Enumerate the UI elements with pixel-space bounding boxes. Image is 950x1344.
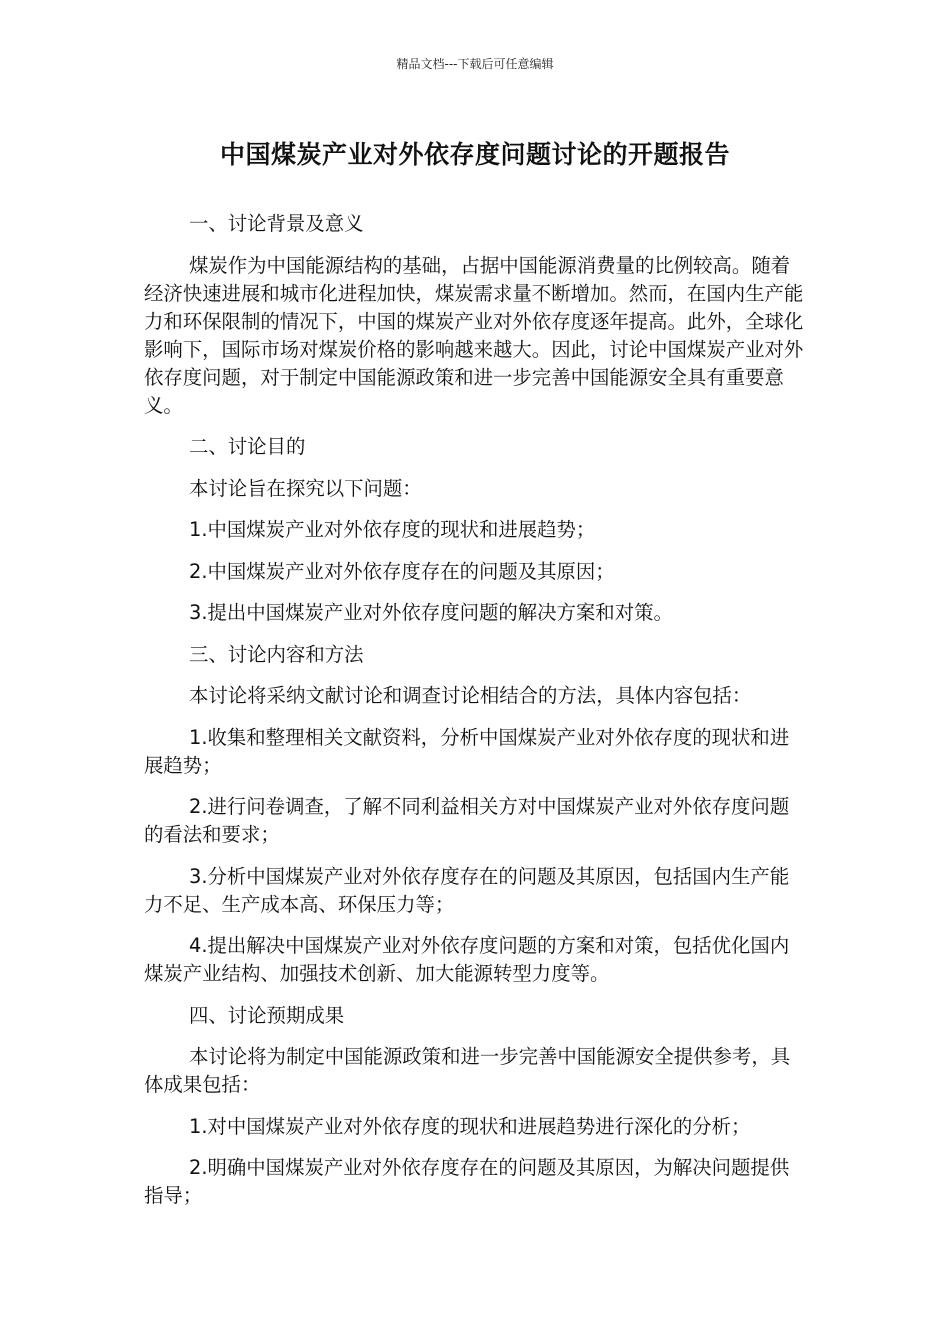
list-item: 1.中国煤炭产业对外依存度的现状和进展趋势； — [189, 518, 596, 541]
list-item: 1.收集和整理相关文献资料，分析中国煤炭产业对外依存度的现状和进展趋势； — [144, 725, 790, 777]
section-heading: 四、讨论预期成果 — [189, 1003, 345, 1027]
list-item: 4.提出解决中国煤炭产业对外依存度问题的方案和对策，包括优化国内煤炭产业结构、加强技术创新、加大能源转型力度等。 — [144, 934, 790, 985]
body-paragraph: 煤炭作为中国能源结构的基础，占据中国能源消费量的比例较高。随着经济快速进展和城市化进程加快，煤炭需求量不断增加。然而，在国内生产能力和环保限制的情况下，中国的煤炭产业对外依存度逐年提高。此外，全球化影响下，国际市场对煤炭价格的影响越来越大。因此，讨论中国煤炭产业对外依存度问题，对于制定中国能源政策和进一步完善中国能源安全具有重要意义。 — [144, 253, 804, 417]
list-item: 2.明确中国煤炭产业对外依存度存在的问题及其原因，为解决问题提供指导； — [144, 1156, 790, 1207]
section-heading: 二、讨论目的 — [189, 435, 306, 458]
list-item: 3.提出中国煤炭产业对外依存度问题的解决方案和对策。 — [189, 601, 673, 624]
document-body — [144, 210, 806, 1224]
document-title: 中国煤炭产业对外依存度问题讨论的开题报告 — [219, 140, 730, 169]
body-paragraph: 本讨论将采纳文献讨论和调查讨论相结合的方法，具体内容包括： — [189, 684, 752, 707]
list-item: 3.分析中国煤炭产业对外依存度存在的问题及其原因，包括国内生产能力不足、生产成本高、环保压力等； — [144, 864, 790, 916]
list-item: 2.进行问卷调查，了解不同利益相关方对中国煤炭产业对外依存度问题的看法和要求； — [144, 795, 790, 846]
body-paragraph: 本讨论将为制定中国能源政策和进一步完善中国能源安全提供参考，具体成果包括： — [144, 1045, 791, 1096]
section-heading: 三、讨论内容和方法 — [189, 642, 364, 666]
page-header-watermark: 精品文档---下载后可任意编辑 — [396, 57, 554, 71]
section-heading: 一、讨论背景及意义 — [189, 212, 364, 235]
body-paragraph: 本讨论旨在探究以下问题： — [189, 476, 422, 500]
list-item: 2.中国煤炭产业对外依存度存在的问题及其原因； — [189, 559, 615, 583]
list-item: 1.对中国煤炭产业对外依存度的现状和进展趋势进行深化的分析； — [189, 1114, 751, 1138]
